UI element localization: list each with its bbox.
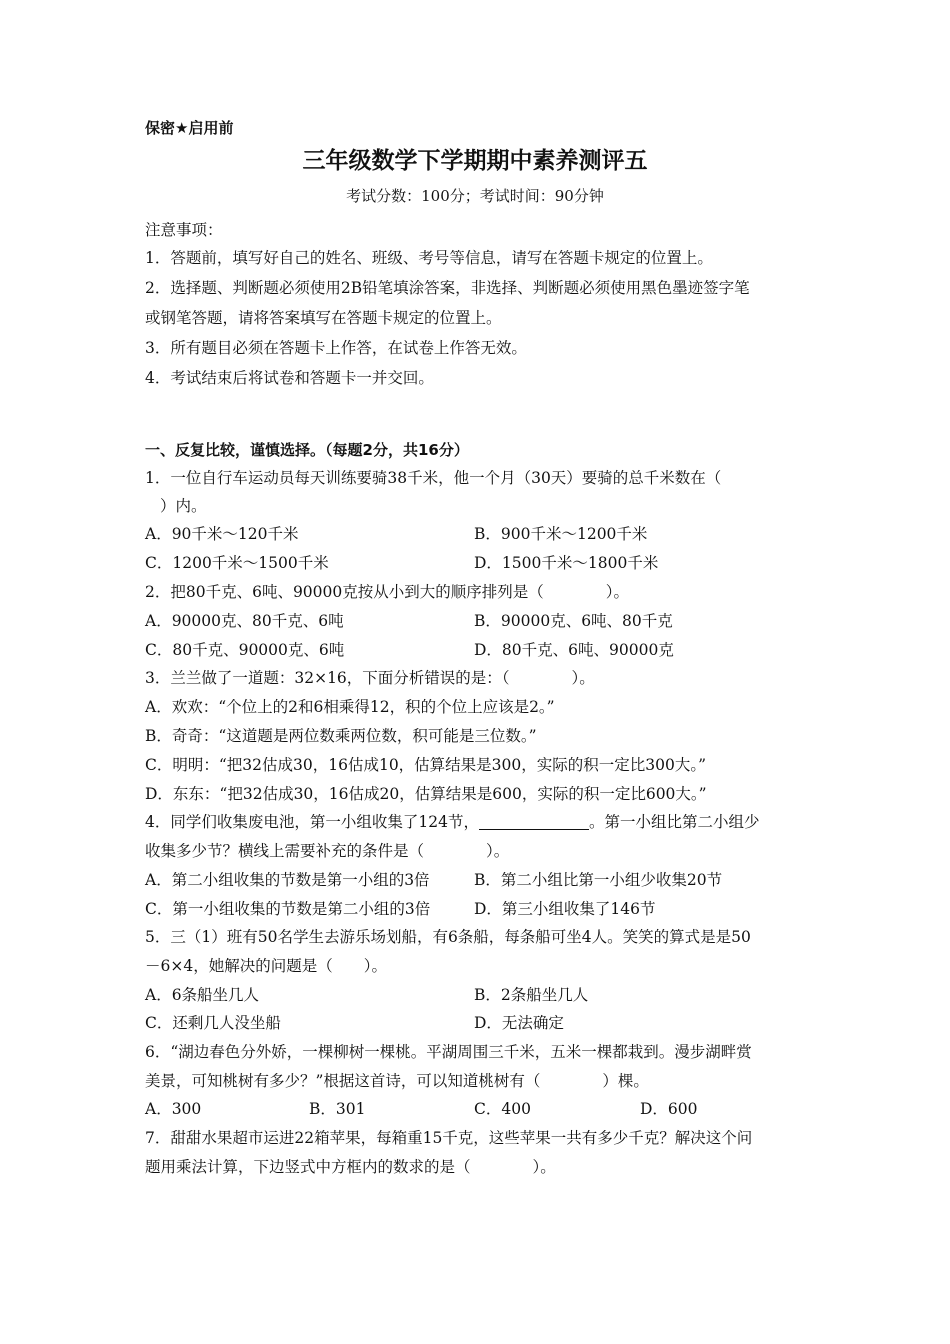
note-item: 2．选择题、判断题必须使用2B铅笔填涂答案，非选择、判断题必须使用黑色墨迹签字笔 — [145, 279, 750, 297]
q5-option-d: D．无法确定 — [474, 1014, 564, 1032]
q3-option-c: C．明明：“把32估成30，16估成10，估算结果是300，实际的积一定比300大。” — [145, 756, 707, 774]
q6-option-d: D．600 — [640, 1100, 698, 1118]
confidential-label: 保密★启用前 — [145, 119, 234, 137]
exam-info: 考试分数：100分；考试时间：90分钟 — [346, 187, 604, 205]
q4-option-b: B．第二小组比第一小组少收集20节 — [474, 871, 723, 889]
q4-option-c: C．第一小组收集的节数是第二小组的3倍 — [145, 900, 431, 918]
q5-option-a: A．6条船坐几人 — [145, 986, 260, 1004]
section-heading: 一、反复比较，谨慎选择。（每题2分，共16分） — [145, 441, 469, 459]
q6-option-b: B．301 — [309, 1100, 366, 1118]
question-4-text-cont: 收集多少节？横线上需要补充的条件是（ ）。 — [145, 842, 510, 860]
fill-blank-line — [479, 813, 589, 830]
question-5-text-cont: －6×4，她解决的问题是（ ）。 — [145, 957, 387, 975]
q2-option-a: A．90000克、80千克、6吨 — [145, 612, 344, 630]
page-title: 三年级数学下学期期中素养测评五 — [302, 148, 648, 174]
note-item: 4．考试结束后将试卷和答题卡一并交回。 — [145, 369, 434, 387]
notes-heading: 注意事项： — [145, 221, 223, 239]
q6-option-a: A．300 — [145, 1100, 202, 1118]
question-3-text: 3．兰兰做了一道题：32×16，下面分析错误的是：（ ）。 — [145, 669, 595, 687]
q5-option-b: B．2条船坐几人 — [474, 986, 589, 1004]
question-6-text: 6．“湖边春色分外娇，一棵柳树一棵桃。平湖周围三千米，五米一棵都栽到。漫步湖畔赏 — [145, 1043, 752, 1061]
question-1-text: 1．一位自行车运动员每天训练要骑38千米，他一个月（30天）要骑的总千米数在（ — [145, 469, 722, 487]
q6-option-c: C．400 — [474, 1100, 531, 1118]
question-6-text-cont: 美景，可知桃树有多少？”根据这首诗，可以知道桃树有（ ）棵。 — [145, 1072, 649, 1090]
q3-option-d: D．东东：“把32估成30，16估成20，估算结果是600，实际的积一定比600大。” — [145, 785, 707, 803]
question-4-text — [145, 812, 759, 832]
note-item: 3．所有题目必须在答题卡上作答，在试卷上作答无效。 — [145, 339, 527, 357]
q2-option-c: C．80千克、90000克、6吨 — [145, 641, 345, 659]
q3-option-a: A．欢欢：“个位上的2和6相乘得12，积的个位上应该是2。” — [145, 698, 555, 716]
question-2-text: 2．把80千克、6吨、90000克按从小到大的顺序排列是（ ）。 — [145, 583, 630, 601]
q2-option-d: D．80千克、6吨、90000克 — [474, 641, 674, 659]
question-1-text-cont: ）内。 — [160, 497, 207, 515]
q4-text-part1: 4．同学们收集废电池，第一小组收集了124节， — [145, 813, 479, 831]
q5-option-c: C．还剩几人没坐船 — [145, 1014, 281, 1032]
q4-option-a: A．第二小组收集的节数是第一小组的3倍 — [145, 871, 430, 889]
question-7-text-cont: 题用乘法计算，下边竖式中方框内的数求的是（ ）。 — [145, 1158, 556, 1176]
question-5-text: 5．三（1）班有50名学生去游乐场划船，有6条船，每条船可坐4人。笑笑的算式是是50 — [145, 928, 751, 946]
question-7-text: 7．甜甜水果超市运进22箱苹果，每箱重15千克，这些苹果一共有多少千克？解决这个问 — [145, 1129, 753, 1147]
q3-option-b: B．奇奇：“这道题是两位数乘两位数，积可能是三位数。” — [145, 727, 537, 745]
q1-option-c: C．1200千米～1500千米 — [145, 554, 329, 572]
note-item: 或钢笔答题，请将答案填写在答题卡规定的位置上。 — [145, 309, 502, 327]
note-item: 1．答题前，填写好自己的姓名、班级、考号等信息，请写在答题卡规定的位置上。 — [145, 249, 713, 267]
q4-text-part2: 。第一小组比第二小组少 — [588, 813, 760, 831]
q1-option-b: B．900千米～1200千米 — [474, 525, 648, 543]
q4-option-d: D．第三小组收集了146节 — [474, 900, 656, 918]
q1-option-a: A．90千米～120千米 — [145, 525, 299, 543]
q1-option-d: D．1500千米～1800千米 — [474, 554, 659, 572]
q2-option-b: B．90000克、6吨、80千克 — [474, 612, 673, 630]
